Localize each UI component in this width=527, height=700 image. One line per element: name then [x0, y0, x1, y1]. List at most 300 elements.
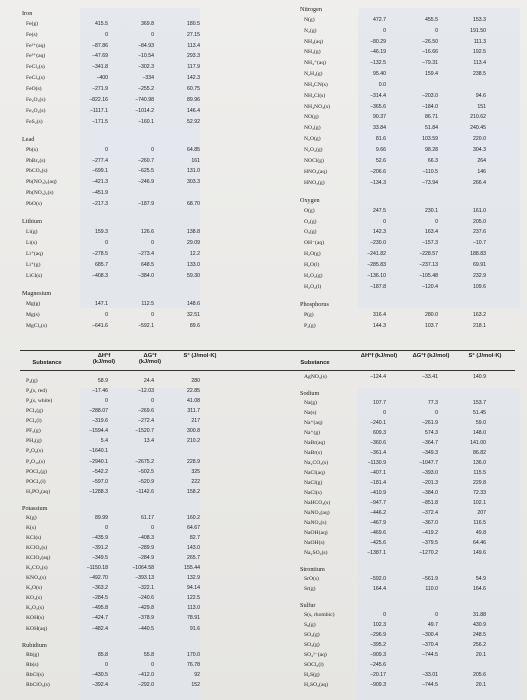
substance-name: NO(g) [304, 114, 319, 121]
group-heading: Lithium [22, 218, 42, 226]
enthalpy-value: 164.4 [373, 586, 386, 592]
substance-name: HNO₃(g) [304, 179, 325, 186]
substance-name: P₄O₁₀(s) [26, 458, 45, 465]
substance-name: Sr(g) [304, 586, 316, 592]
substance-name: KClO₃(aq) [26, 555, 51, 562]
substance-name: NH₄NO₃(s) [304, 103, 330, 110]
substance-name: Mg(g) [26, 300, 41, 307]
enthalpy-value: 247.5 [373, 207, 386, 214]
entropy-value: 161.0 [473, 207, 486, 214]
gibbs-value: −851.8 [421, 500, 438, 506]
group-heading: Lead [22, 135, 35, 143]
substance-name: Fe₃O₄(s) [26, 107, 46, 114]
entropy-value: 217 [191, 418, 200, 425]
enthalpy-value: 0 [383, 410, 386, 416]
substance-name: N₂(g) [304, 27, 317, 34]
enthalpy-value: −1387.1 [367, 550, 386, 556]
enthalpy-value: −361.4 [369, 450, 386, 456]
gibbs-value: −429.8 [137, 605, 154, 612]
enthalpy-value: −245.6 [369, 662, 386, 668]
entropy-value: 20.1 [475, 682, 486, 688]
enthalpy-value: −365.6 [369, 103, 386, 110]
enthalpy-value: −641.6 [91, 322, 108, 329]
enthalpy-value: 107.7 [373, 400, 386, 406]
entropy-value: 69.91 [473, 261, 486, 268]
enthalpy-value: 81.6 [375, 136, 386, 143]
substance-name: KOH(s) [26, 615, 45, 622]
enthalpy-value: −277.4 [91, 157, 108, 164]
entropy-value: 240.45 [470, 125, 486, 132]
enthalpy-value: −46.19 [369, 49, 386, 56]
substance-name: SO₄²⁻(aq) [304, 652, 327, 658]
gibbs-value: −1064.58 [132, 565, 154, 572]
substance-name: NaOH(aq) [304, 530, 328, 536]
gibbs-value: −379.5 [421, 540, 438, 546]
entropy-value: 138.8 [187, 229, 200, 236]
gibbs-value: 86.71 [425, 114, 438, 121]
gibbs-value: −744.5 [421, 652, 438, 658]
gibbs-value: 159.4 [425, 71, 438, 78]
substance-name: H₂O₂(g) [304, 272, 323, 279]
substance-name: NaNO₃(aq) [304, 510, 330, 516]
enthalpy-value: −391.2 [91, 545, 108, 552]
enthalpy-value: −822.16 [89, 96, 108, 103]
substance-name: Li(g) [26, 229, 38, 236]
gibbs-value: 103.7 [425, 322, 438, 329]
enthalpy-value: 415.5 [95, 20, 108, 27]
gibbs-value: 112.5 [141, 300, 154, 307]
substance-name: H₂O₂(l) [304, 283, 322, 290]
header-s: S° (J/mol·K) [183, 353, 217, 359]
substance-name: Rb(s) [26, 661, 39, 668]
enthalpy-value: −469.6 [369, 530, 386, 536]
gibbs-value: −26.50 [421, 38, 438, 45]
substance-name: FeO(s) [26, 85, 42, 92]
entropy-value: 152 [191, 681, 200, 688]
enthalpy-value: 159.3 [95, 229, 108, 236]
substance-name: FeS₂(s) [26, 118, 43, 125]
substance-name: HNO₃(aq) [304, 168, 328, 175]
gibbs-value: 0 [151, 311, 154, 318]
enthalpy-value: 89.99 [95, 514, 108, 521]
entropy-value: 146 [477, 168, 486, 175]
enthalpy-value: 0 [105, 398, 108, 405]
entropy-value: 210.2 [187, 438, 200, 445]
enthalpy-value: −1150.18 [86, 565, 108, 572]
substance-name: H₂SO₄(aq) [304, 682, 329, 688]
gibbs-value: −393.13 [135, 575, 154, 582]
substance-name: K₂CO₃(s) [26, 565, 48, 572]
entropy-value: 59.30 [187, 272, 200, 279]
entropy-value: 430.9 [473, 622, 486, 628]
entropy-value: 59.0 [475, 420, 486, 426]
entropy-value: 109.6 [473, 283, 486, 290]
entropy-value: 164.6 [473, 586, 486, 592]
gibbs-value: −203.0 [421, 92, 438, 99]
gibbs-value: −105.48 [419, 272, 438, 279]
substance-name: SOCl₂(l) [304, 662, 324, 668]
substance-name: S₈(g) [304, 622, 316, 628]
enthalpy-value: −206.6 [369, 168, 386, 175]
entropy-value: 27.15 [187, 31, 200, 38]
gibbs-value: −408.3 [137, 534, 154, 541]
gibbs-value: −228.57 [419, 251, 438, 258]
substance-name: Li⁺(g) [26, 261, 41, 268]
entropy-value: 148.0 [473, 430, 486, 436]
entropy-value: 170.0 [187, 651, 200, 658]
gibbs-value: −184.0 [421, 103, 438, 110]
entropy-value: 86.82 [473, 450, 486, 456]
substance-name: H₂O(g) [304, 251, 321, 258]
substance-name: H₃PO₄(aq) [26, 488, 51, 495]
enthalpy-value: −360.6 [369, 440, 386, 446]
enthalpy-value: −240.1 [369, 420, 386, 426]
gibbs-value: −237.13 [419, 261, 438, 268]
entropy-value: 68.70 [187, 201, 200, 208]
enthalpy-value: 102.3 [373, 622, 386, 628]
enthalpy-value: −408.3 [91, 272, 108, 279]
entropy-value: 116.5 [473, 520, 486, 526]
header-substance: Substance [32, 360, 62, 366]
substance-name: Fe³⁺(aq) [26, 53, 46, 60]
entropy-value: 304.3 [473, 146, 486, 153]
entropy-value: 140.9 [473, 374, 486, 380]
entropy-value: 151 [477, 103, 486, 110]
substance-name: NO₂(g) [304, 125, 321, 132]
entropy-value: 91.6 [189, 625, 200, 632]
substance-name: N₂H₄(g) [304, 71, 323, 78]
substance-name: K₂O₂(s) [26, 605, 44, 612]
enthalpy-value: −1130.9 [367, 460, 386, 466]
substance-name: Fe²⁺(aq) [26, 42, 46, 49]
substance-name: LiCl(s) [26, 272, 43, 279]
entropy-value: 293.3 [187, 53, 200, 60]
substance-name: NH₃(aq) [304, 38, 324, 45]
substance-name: Na⁺(aq) [304, 420, 323, 426]
gibbs-value: 280.0 [425, 311, 438, 318]
entropy-value: 51.45 [473, 410, 486, 416]
gibbs-value: −364.7 [421, 440, 438, 446]
entropy-value: 238.5 [473, 71, 486, 78]
gibbs-value: −384.0 [421, 490, 438, 496]
gibbs-value: 0 [435, 27, 438, 34]
enthalpy-value: 0 [383, 218, 386, 225]
substance-name: Na₂SO₄(s) [304, 550, 328, 556]
entropy-value: 60.75 [187, 85, 200, 92]
entropy-value: 117.9 [187, 64, 200, 71]
enthalpy-value: −425.6 [369, 540, 386, 546]
substance-name: N₂O₄(g) [304, 146, 323, 153]
gibbs-value: 126.6 [141, 229, 154, 236]
entropy-value: 143.0 [187, 545, 200, 552]
enthalpy-value: 0 [105, 311, 108, 318]
substance-name: N(g) [304, 16, 315, 23]
enthalpy-value: −284.5 [91, 595, 108, 602]
entropy-value: 31.88 [473, 612, 486, 618]
substance-name: Na(s) [304, 410, 317, 416]
gibbs-value: −1014.2 [135, 107, 154, 114]
header-substance-2: Substance [300, 360, 330, 366]
enthalpy-value: −285.83 [367, 261, 386, 268]
entropy-value: 220.0 [473, 136, 486, 143]
substance-name: H₂O(l) [304, 261, 320, 268]
enthalpy-value: 0 [105, 146, 108, 153]
entropy-value: 160.2 [187, 514, 200, 521]
gibbs-value: −273.4 [137, 250, 154, 257]
entropy-value: 141.00 [470, 440, 486, 446]
enthalpy-value: −171.5 [91, 118, 108, 125]
substance-name: Pb(s) [26, 146, 38, 153]
gibbs-value: −261.9 [421, 420, 438, 426]
enthalpy-value: −1288.3 [89, 488, 108, 495]
substance-name: MgCl₂(s) [26, 322, 47, 329]
entropy-value: 205.0 [473, 218, 486, 225]
header-top-rule [20, 350, 515, 351]
enthalpy-value: −467.9 [369, 520, 386, 526]
gibbs-value: −302.3 [137, 64, 154, 71]
substance-name: SO₃(g) [304, 642, 320, 648]
gibbs-value: −201.3 [421, 480, 438, 486]
enthalpy-value: −1117.1 [89, 107, 108, 114]
entropy-value: 248.5 [473, 632, 486, 638]
entropy-value: 133.0 [187, 261, 200, 268]
entropy-value: 180.5 [187, 20, 200, 27]
entropy-value: 92 [194, 671, 200, 678]
entropy-value: 131.0 [187, 168, 200, 175]
enthalpy-value: −592.0 [369, 576, 386, 582]
gibbs-value: −1270.2 [419, 550, 438, 556]
enthalpy-value: −217.3 [91, 201, 108, 208]
gibbs-value: 49.7 [427, 622, 438, 628]
enthalpy-value: −20.17 [369, 672, 386, 678]
enthalpy-value: −492.70 [89, 575, 108, 582]
enthalpy-value: −909.3 [369, 652, 386, 658]
entropy-value: 256.2 [473, 642, 486, 648]
group-heading: Oxygen [300, 196, 320, 204]
gibbs-value: −33.41 [421, 374, 438, 380]
enthalpy-value: 85.8 [97, 651, 108, 658]
enthalpy-value: −47.69 [91, 53, 108, 60]
header-s-2: S° (J/mol·K) [468, 353, 502, 359]
entropy-value: 41.08 [187, 398, 200, 405]
entropy-value: 191.50 [470, 27, 486, 34]
substance-name: NaBr(s) [304, 450, 323, 456]
enthalpy-value: 472.7 [373, 16, 386, 23]
gibbs-value: −79.31 [421, 60, 438, 67]
enthalpy-value: −495.8 [91, 605, 108, 612]
substance-name: KClO₃(s) [26, 545, 48, 552]
enthalpy-value: −421.3 [91, 179, 108, 186]
header-dh-2: ΔH°f (kJ/mol) [360, 353, 398, 359]
substance-name: NH₄CN(s) [304, 81, 328, 88]
substance-name: KCl(s) [26, 534, 42, 541]
substance-name: Pb(NO₃)₂(s) [26, 190, 54, 197]
entropy-value: 210.62 [470, 114, 486, 121]
gibbs-value: −367.0 [421, 520, 438, 526]
substance-name: O₂(g) [304, 218, 317, 225]
gibbs-value: −12.03 [137, 388, 154, 395]
enthalpy-value: −136.10 [367, 272, 386, 279]
enthalpy-value: −400 [96, 75, 108, 82]
entropy-value: 300.8 [187, 428, 200, 435]
substance-name: PbBr₂(s) [26, 157, 46, 164]
gibbs-value: 230.1 [425, 207, 438, 214]
substance-name: K(g) [26, 514, 37, 521]
substance-name: PbCO₃(s) [26, 168, 48, 175]
entropy-value: 113.0 [187, 605, 200, 612]
substance-name: NH₃(g) [304, 49, 321, 56]
enthalpy-value: −909.3 [369, 682, 386, 688]
enthalpy-value: −341.8 [91, 64, 108, 71]
gibbs-value: 61.17 [141, 514, 154, 521]
gibbs-value: 110.0 [425, 586, 438, 592]
enthalpy-value: −395.2 [369, 642, 386, 648]
entropy-value: 163.2 [473, 311, 486, 318]
enthalpy-value: −124.4 [369, 374, 386, 380]
entropy-value: −10.7 [472, 240, 486, 247]
gibbs-value: 66.3 [427, 157, 438, 164]
substance-name: Mg(s) [26, 311, 40, 318]
gibbs-value: −10.54 [137, 53, 154, 60]
substance-name: H₂S(g) [304, 672, 320, 678]
entropy-value: 32.51 [187, 311, 200, 318]
enthalpy-value: 90.37 [373, 114, 386, 121]
entropy-value: 229.8 [473, 480, 486, 486]
gibbs-value: −73.94 [421, 179, 438, 186]
enthalpy-value: −241.82 [367, 251, 386, 258]
gibbs-value: −561.9 [421, 576, 438, 582]
entropy-value: 52.92 [187, 118, 200, 125]
enthalpy-value: 95.40 [373, 71, 386, 78]
entropy-value: 82.7 [189, 534, 200, 541]
entropy-value: 264 [477, 157, 486, 164]
entropy-value: 265.7 [187, 555, 200, 562]
entropy-value: 102.1 [473, 500, 486, 506]
gibbs-value: −284.9 [137, 555, 154, 562]
entropy-value: 311.7 [187, 408, 200, 415]
enthalpy-value: −87.86 [91, 42, 108, 49]
entropy-value: 161 [191, 157, 200, 164]
entropy-value: 188.83 [470, 251, 486, 258]
enthalpy-value: −181.4 [369, 480, 386, 486]
gibbs-value: −744.5 [421, 682, 438, 688]
substance-name: P₄(g) [26, 378, 38, 384]
entropy-value: 132.9 [187, 575, 200, 582]
gibbs-value: −1142.6 [135, 488, 154, 495]
substance-name: NaCl(s) [304, 490, 322, 496]
entropy-value: 72.33 [473, 490, 486, 496]
gibbs-value: 574.3 [425, 430, 438, 436]
enthalpy-value: 316.4 [373, 311, 386, 318]
gibbs-value: −2675.2 [135, 458, 154, 465]
substance-name: Rb(g) [26, 651, 40, 658]
substance-name: Li⁺(aq) [26, 250, 43, 257]
gibbs-value: −393.0 [421, 470, 438, 476]
group-heading: Potassium [22, 504, 48, 512]
gibbs-value: 0 [151, 524, 154, 531]
substance-name: FeCl₂(s) [26, 64, 45, 71]
enthalpy-value: 58.9 [97, 378, 108, 384]
enthalpy-value: −542.2 [91, 468, 108, 475]
gibbs-value: 77.3 [427, 400, 438, 406]
gibbs-value: −419.2 [421, 530, 438, 536]
substance-name: Na⁺(g) [304, 430, 320, 436]
substance-name: K(s) [26, 524, 36, 531]
gibbs-value: −322.1 [137, 585, 154, 592]
header-dh: ΔH°f (kJ/mol) [92, 353, 116, 365]
enthalpy-value: 685.7 [95, 261, 108, 268]
enthalpy-value: −435.9 [91, 534, 108, 541]
gibbs-value: 0 [151, 661, 154, 668]
gibbs-value: 98.28 [425, 146, 438, 153]
gibbs-value: −1047.7 [419, 460, 438, 466]
gibbs-value: −260.7 [137, 157, 154, 164]
group-heading: Iron [22, 10, 33, 17]
entropy-value: 237.6 [473, 229, 486, 236]
enthalpy-value: 609.3 [373, 430, 386, 436]
enthalpy-value: −410.9 [369, 490, 386, 496]
substance-name: AgNO₃(s) [304, 374, 327, 380]
substance-name: Na₂CO₃(s) [304, 460, 329, 466]
substance-name: PH₃(g) [26, 438, 42, 445]
gibbs-value: 648.5 [141, 261, 154, 268]
entropy-value: 325 [191, 468, 200, 475]
enthalpy-value: −288.07 [89, 408, 108, 415]
substance-name: NaBr(aq) [304, 440, 326, 446]
gibbs-value: 13.4 [143, 438, 154, 445]
substance-name: N₂O(g) [304, 136, 321, 143]
enthalpy-value: 0 [105, 524, 108, 531]
enthalpy-value: −947.7 [369, 500, 386, 506]
substance-name: O(g) [304, 207, 315, 214]
enthalpy-value: −407.1 [369, 470, 386, 476]
entropy-value: 115.5 [473, 470, 486, 476]
gibbs-value: 0 [435, 410, 438, 416]
enthalpy-value: 9.66 [375, 146, 386, 153]
entropy-value: 54.9 [475, 576, 486, 582]
enthalpy-value: −132.5 [369, 60, 386, 67]
substance-name: OH⁻(aq) [304, 240, 325, 247]
entropy-value: 22.85 [187, 388, 200, 395]
substance-name: P₄O₆(s) [26, 448, 43, 455]
substance-name: P₄(s, red) [26, 388, 47, 395]
substance-name: NaNO₃(s) [304, 520, 327, 526]
substance-name: NaCl(aq) [304, 470, 325, 476]
gibbs-value: 0 [435, 218, 438, 225]
enthalpy-value: −1640.1 [89, 448, 108, 455]
entropy-value: 94.6 [475, 92, 486, 99]
enthalpy-value: 0 [383, 612, 386, 618]
gibbs-value: −289.9 [137, 545, 154, 552]
gibbs-value: −412.0 [137, 671, 154, 678]
group-heading: Sodium [300, 390, 320, 397]
gibbs-value: 0 [151, 31, 154, 38]
gibbs-value: −440.5 [137, 625, 154, 632]
enthalpy-value: −699.1 [91, 168, 108, 175]
header-dg: ΔG°f (kJ/mol) [138, 353, 162, 365]
entropy-value: 20.1 [475, 652, 486, 658]
gibbs-value: −520.9 [137, 478, 154, 485]
entropy-value: 64.85 [187, 146, 200, 153]
substance-name: Li(s) [26, 240, 37, 247]
gibbs-value: −378.9 [137, 615, 154, 622]
entropy-value: 78.91 [187, 615, 200, 622]
entropy-value: 232.9 [473, 272, 486, 279]
enthalpy-value: 0 [105, 31, 108, 38]
enthalpy-value: −296.9 [369, 632, 386, 638]
group-heading: Nitrogen [300, 6, 322, 13]
group-heading: Rubidium [22, 641, 47, 649]
